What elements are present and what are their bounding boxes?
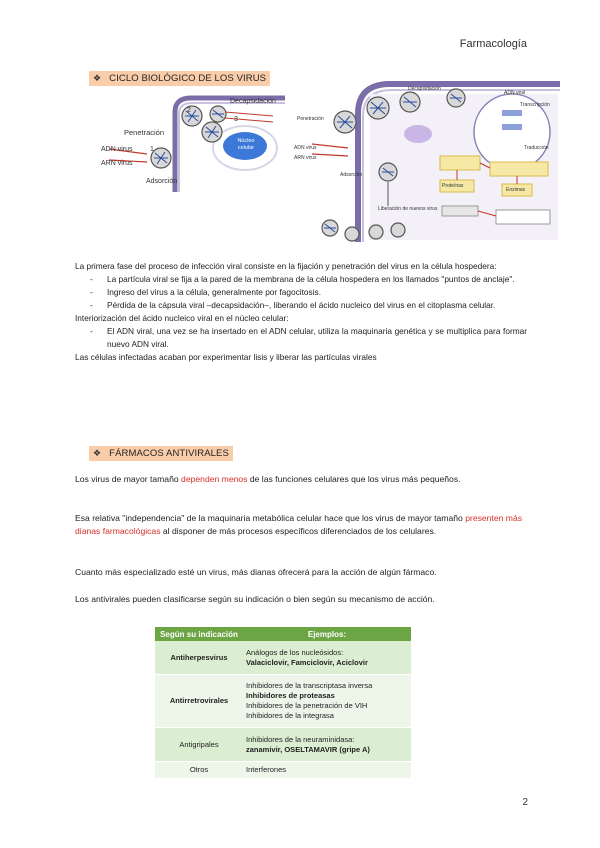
label-adn-virus: ADN virus [101, 146, 133, 153]
virus-icon [182, 106, 202, 126]
virus-icon [391, 223, 405, 237]
category-cell: Antirretrovirales [155, 675, 243, 728]
examples-cell: Interferones [243, 762, 411, 779]
paragraph-independence: Esa relativa "independencia" de la maquinaria metabólica celular hace que los virus de mayor tamaño presenten más dianas farmacológicas al disponer de más procesos específicos diferenciados de los celulares. [75, 513, 523, 536]
section-title: CICLO BIOLÓGICO DE LOS VIRUS [109, 73, 267, 84]
label-enzymes-right: Enzimas [506, 187, 526, 193]
category-cell: Antigripales [155, 728, 243, 762]
virus-icon [202, 122, 222, 142]
label-release-right: Liberación de nuevos virus [378, 206, 438, 212]
section-heading-antivirals [89, 446, 233, 461]
virus-icon [400, 92, 420, 112]
list-item: - El ADN viral, una vez se ha insertado en el ADN celular, utiliza la maquinaria genética y se multiplica para formar nuevo ADN viral. [75, 325, 527, 351]
column-header: Ejemplos: [243, 627, 411, 641]
label-adn-viral-right: ADN viral [504, 90, 526, 96]
table-row [155, 728, 411, 762]
header-title: Farmacología [459, 38, 527, 50]
label-nucleus: Núcleo celular [237, 138, 255, 151]
label-adsorption-right: Adsorción [340, 172, 363, 178]
diamond-bullet-icon: ❖ [93, 448, 102, 458]
label-translation-right: Traducción [524, 145, 549, 151]
internalization-list [75, 325, 527, 351]
infection-steps-list [75, 273, 527, 312]
label-step-1: 1 [150, 146, 154, 153]
virus-icon [367, 97, 389, 119]
label-transcription-right: Transcripción [520, 102, 550, 108]
internalization-paragraph: Interiorización del ácido nucleico viral en el núcleo celular: [75, 313, 289, 323]
intro-paragraph: La primera fase del proceso de infección viral consiste en la fijación y penetración del virus en la célula hospedera: [75, 261, 497, 271]
antiviral-classification-table [155, 627, 411, 779]
conclusion-paragraph: Las células infectadas acaban por experimentar lisis y liberar las partículas virales [75, 352, 377, 362]
virus-icon [210, 106, 226, 122]
table-row [155, 675, 411, 728]
label-penetration-right: Penetración [297, 116, 324, 122]
table-row [155, 641, 411, 675]
viral-cycle-description [75, 260, 527, 364]
virus-icon [379, 163, 397, 181]
table-row [155, 762, 411, 779]
column-header: Según su indicación [155, 627, 243, 641]
section-heading-viral-cycle [89, 71, 270, 86]
highlight-text: dependen menos [181, 474, 248, 484]
table-header-row [155, 627, 411, 641]
page-number: 2 [522, 797, 528, 808]
virus-icon [334, 111, 356, 133]
list-item: - La partícula viral se fija a la pared de la membrana de la célula hospedera en los llamados "puntos de anclaje". [75, 273, 527, 286]
label-adn-virus-right: ADN virus [294, 145, 317, 151]
label-decapsidation: Decapsidación [230, 98, 276, 105]
label-step-3: 3 [234, 116, 238, 123]
category-cell: Antiherpesvirus [155, 641, 243, 675]
paragraph-classification: Los antivirales pueden clasificarse según su indicación o bien según su mecanismo de acción. [75, 594, 435, 604]
examples-cell: Inhibidores de la neuraminidasa: zanamivir, OSELTAMAVIR (gripe A) [243, 728, 411, 762]
label-proteins-right: Proteínas [442, 183, 464, 189]
virus-icon [447, 89, 465, 107]
virus-icon [345, 227, 359, 241]
label-step-2: 2 [187, 107, 191, 114]
label-decapsidation-right: Decapsidación [408, 86, 441, 92]
label-arn-virus: ARN virus [101, 160, 133, 167]
virus-icon [369, 225, 383, 239]
paragraph-specialization: Cuanto más especializado esté un virus, más dianas ofrecerá para la acción de algún fármaco. [75, 567, 437, 577]
list-item: - Ingreso del virus a la célula, generalmente por fagocitosis. [75, 286, 527, 299]
examples-cell: Inhibidores de la transcriptasa inversa Inhibidores de proteasas Inhibidores de la penetración de VIH Inhibidores de la integrasa [243, 675, 411, 728]
list-item: - Pérdida de la cápsula viral –decapsidación–, liberando el ácido nucleico del virus en el citoplasma celular. [75, 299, 527, 312]
highlight-text: presenten más dianas farmacológicas [75, 513, 523, 536]
examples-cell: Análogos de los nucleósidos: Valaciclovir, Famciclovir, Aciclovir [243, 641, 411, 675]
label-adsorption: Adsorción [146, 178, 178, 185]
section-title: FÁRMACOS ANTIVIRALES [109, 448, 229, 459]
label-arn-virus-right: ARN virus [294, 155, 317, 161]
diamond-bullet-icon: ❖ [93, 73, 102, 83]
paragraph-size-dependence: Los virus de mayor tamaño dependen menos de las funciones celulares que los virus más pequeños. [75, 474, 461, 484]
label-penetration: Penetración [124, 128, 165, 137]
category-cell: Otros [155, 762, 243, 779]
virus-icon [322, 220, 338, 236]
virus-icon [151, 148, 171, 168]
